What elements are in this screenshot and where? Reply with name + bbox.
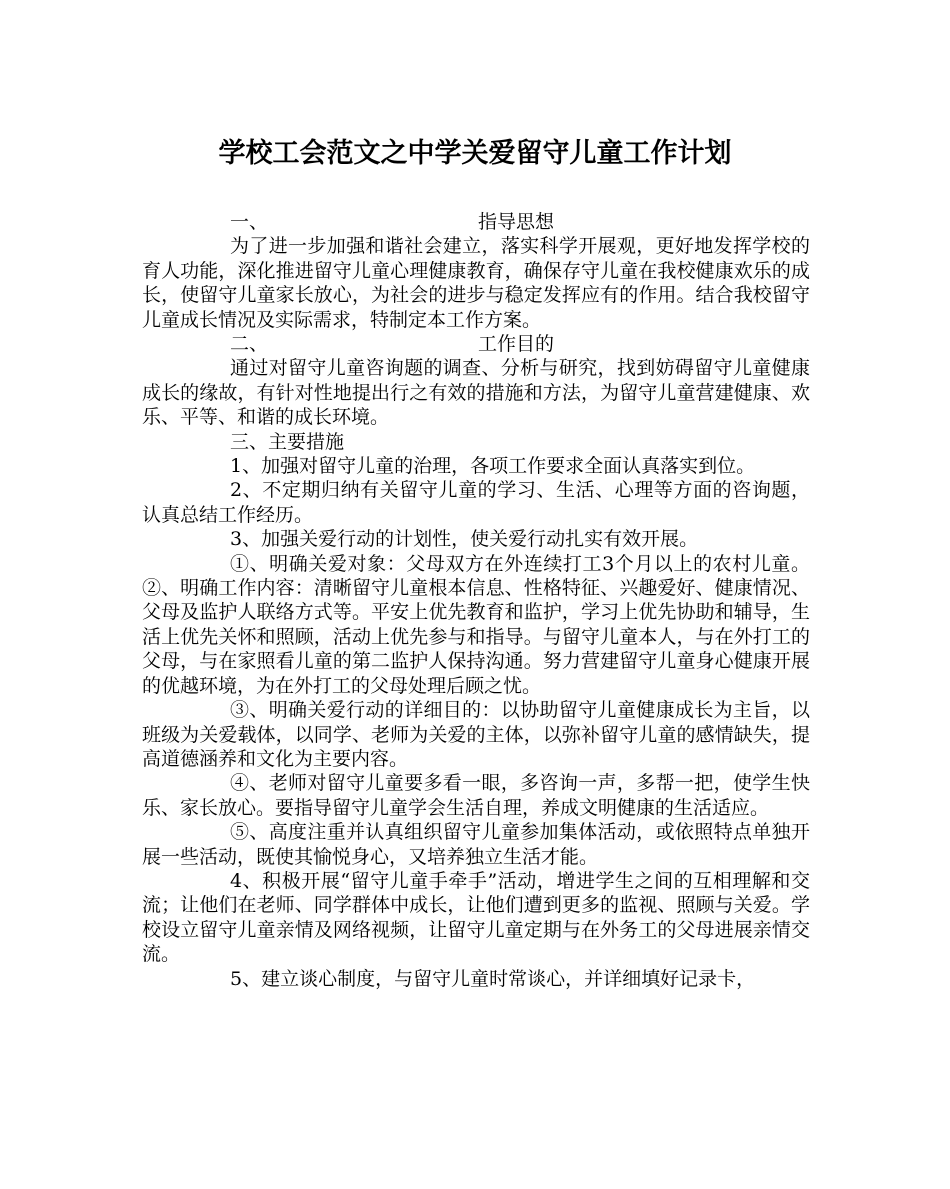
section-title: 指导思想	[478, 211, 555, 233]
paragraph: ③、明确关爱行动的详细目的：以协助留守儿童健康成长为主旨，以班级为关爱载体，以同学、老师为关爱的主体，以弥补留守儿童的感情缺失，提高道德涵养和文化为主要内容。	[142, 699, 810, 770]
paragraph: ①、明确关爱对象：父母双方在外连续打工3个月以上的农村儿童。②、明确工作内容：清晰留守儿童根本信息、性格特征、兴趣爱好、健康情况、父母及监护人联络方式等。平安上优先教育和监护，学习上优先协助和辅导，生活上优先关怀和照顾，活动上优先参与和指导。与留守儿童本人，与在外打工的父母，与在家照看儿童的第二监护人保持沟通。努力营建留守儿童身心健康开展的优越环境，为在外打工的父母处理后顾之忧。	[142, 552, 810, 697]
section-title: 工作目的	[478, 333, 555, 356]
paragraph: ⑤、高度注重并认真组织留守儿童参加集体活动，或依照特点单独开展一些活动，既使其愉悦身心，又培养独立生活才能。	[142, 821, 810, 868]
section-heading-1	[142, 210, 810, 234]
document-body	[142, 210, 810, 991]
paragraph: ④、老师对留守儿童要多看一眼，多咨询一声，多帮一把，使学生快乐、家长放心。要指导留守儿童学会生活自理，养成文明健康的生活适应。	[142, 772, 810, 819]
paragraph: 4、积极开展“留守儿童手牵手”活动，增进学生之间的互相理解和交流；让他们在老师、同学群体中成长，让他们遭到更多的监视、照顾与关爱。学校设立留守儿童亲情及网络视频，让留守儿童定期与在外务工的父母进展亲情交流。	[142, 869, 810, 966]
paragraph: 1、加强对留守儿童的治理，各项工作要求全面认真落实到位。	[230, 455, 756, 478]
paragraph: 为了进一步加强和谐社会建立，落实科学开展观，更好地发挥学校的育人功能，深化推进留守儿童心理健康教育，确保存守儿童在我校健康欢乐的成长，使留守儿童家长放心，为社会的进步与稳定发挥应有的作用。结合我校留守儿童成长情况及实际需求，特制定本工作方案。	[142, 235, 810, 331]
section-heading-2	[142, 332, 810, 356]
section-number: 二、	[230, 333, 269, 356]
paragraph: 3、加强关爱行动的计划性，使关爱行动扎实有效开展。	[230, 528, 699, 551]
section-number: 一、	[230, 211, 269, 233]
paragraph: 2、不定期归纳有关留守儿童的学习、生活、心理等方面的咨询题，认真总结工作经历。	[142, 479, 810, 526]
paragraph: 5、建立谈心制度，与留守儿童时常谈心，并详细填好记录卡，	[230, 967, 756, 990]
document-title: 学校工会范文之中学关爱留守儿童工作计划	[218, 138, 732, 169]
section-heading-3: 三、主要措施	[230, 430, 345, 453]
paragraph: 通过对留守儿童咨询题的调查、分析与研究，找到妨碍留守儿童健康成长的缘故，有针对性地提出行之有效的措施和方法，为留守儿童营建健康、欢乐、平等、和谐的成长环境。	[142, 357, 810, 429]
